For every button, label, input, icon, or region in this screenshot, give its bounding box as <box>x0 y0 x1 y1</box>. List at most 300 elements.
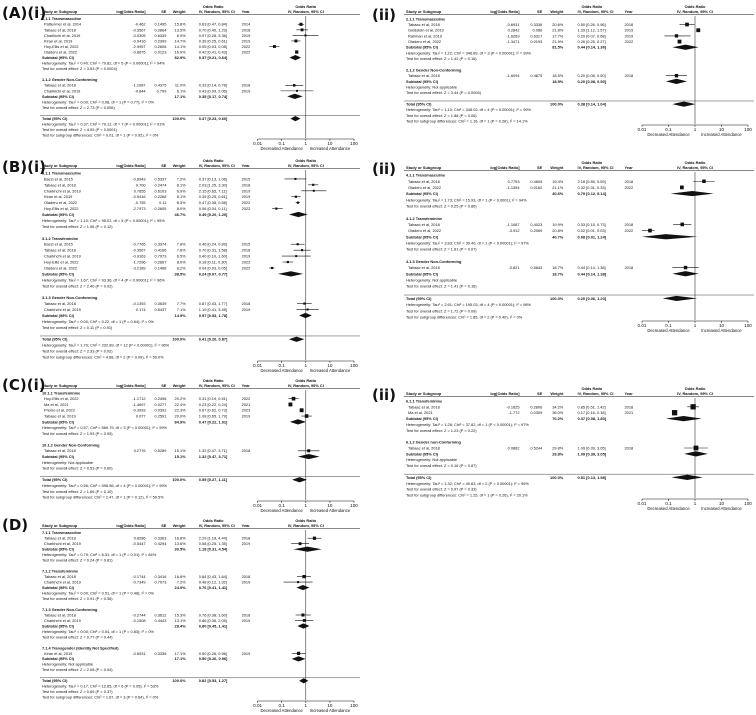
header-weight: Weight <box>550 9 564 14</box>
se-value: 0.3363 <box>154 535 167 541</box>
study-label: Charkhchi et al, 2019 <box>44 617 81 623</box>
log-or-value: -3.912 <box>508 228 520 234</box>
header-plot-title: Odds Ratio <box>684 386 706 391</box>
study-label: Kiran et al, 2019 <box>44 650 73 656</box>
year-value: 2022 <box>241 49 251 55</box>
year-value: 2022 <box>624 184 634 190</box>
statistics-text: Heterogeneity: Tau² = 1.10; Chi² = 95.02, df = 5 (P < 0.00001); I² = 95% <box>42 217 165 223</box>
se-value: 0.086 <box>532 27 543 33</box>
statistics-text: Heterogeneity: Tau² = 0.00; Chi² = 0.08, df = 1 (P = 0.77); I² = 0% <box>42 99 154 105</box>
study-label: Ma et al, 2021 <box>408 410 433 416</box>
header-or-title: Odds Ratio <box>202 378 224 383</box>
effect-box <box>299 542 302 545</box>
weight-value: 6.9% <box>176 32 186 38</box>
study-label: Tabaac et al, 2018 <box>44 535 76 541</box>
ci-value: 0.49 [0.20, 1.20] <box>198 212 228 218</box>
study-label: Oladeru et al, 2022 <box>44 200 78 206</box>
log-or-value: -0.7765 <box>132 241 146 247</box>
header-se: SE <box>537 391 543 396</box>
statistics-text: Heterogeneity: Tau² = 3.83; Chi² = 39.40, df = 1 (P < 0.00001); I² = 97% <box>406 240 529 246</box>
weight-value: 6.1% <box>176 88 186 94</box>
ci-value: 0.24 [0.07, 0.77] <box>198 271 228 277</box>
year-value: 2019 <box>624 33 634 39</box>
header-weight: Weight <box>550 165 564 170</box>
effect-box <box>675 74 678 77</box>
statistics-text: Test for overall effect: Z = 1.56 (P = 0.12) <box>42 223 113 229</box>
ci-value: 0.67 [0.62, 0.73] <box>198 407 227 413</box>
weight-value: 22.3% <box>174 407 186 413</box>
se-value: 0.3416 <box>154 573 167 579</box>
weight-value: 17.7% <box>552 33 564 39</box>
log-or-value: -1.6094 <box>506 73 520 79</box>
subtotal-diamond <box>684 451 708 456</box>
header-plot-method: IV, Random, 95% CI <box>287 9 324 14</box>
weight-value: 28.4% <box>174 623 186 629</box>
weight-value: 8.1% <box>176 194 186 200</box>
axis-left-label: Decreased Attendance <box>260 508 303 513</box>
log-or-value: -0.9416 <box>132 194 146 200</box>
x-tick-label: 0.01 <box>637 501 647 506</box>
log-or-value: -0.6931 <box>506 21 520 27</box>
x-tick-label: 100 <box>744 323 752 328</box>
weight-value: 34.2% <box>552 404 564 410</box>
study-label: Tabaac et al, 2018 <box>408 445 440 451</box>
year-value: 2018 <box>241 247 251 253</box>
log-or-value: 0.2842 <box>507 27 520 33</box>
study-label: Oladeru et al, 2022 <box>44 49 78 55</box>
effect-box <box>292 397 296 401</box>
study-label: Tabaac et al, 2018 <box>44 612 76 618</box>
study-label: Tabaac et al, 2018 <box>408 404 440 410</box>
weight-value: 17.1% <box>174 650 186 656</box>
subtotal-label: Subtotal (95% CI) <box>42 546 74 552</box>
weight-value: 13.5% <box>174 27 186 33</box>
x-tick-label: 1 <box>693 323 697 328</box>
ci-value: 1.19 [0.41, 3.45] <box>198 307 227 313</box>
panel-label-c: (C)(i) <box>2 376 46 394</box>
header-or-method: IV, Random, 95% CI <box>198 9 235 14</box>
subtotal-diamond <box>289 212 308 217</box>
se-value: 0.7073 <box>154 579 167 585</box>
header-plot-method: IV, Random, 95% CI <box>677 165 713 170</box>
weight-value: 11.0% <box>174 82 186 88</box>
weight-value: 7.7% <box>176 301 186 307</box>
year-value: 2022 <box>241 259 251 265</box>
subgroup-title: 1.1.1 Transmasculine <box>42 16 82 22</box>
weight-value: 100.0% <box>172 115 186 121</box>
year-value: 2023 <box>241 407 251 413</box>
study-label: Charkhchi et al, 2019 <box>44 541 81 547</box>
log-or-value: -3.2189 <box>132 265 146 271</box>
ci-value: 0.76 [0.41, 1.41] <box>198 584 228 590</box>
ci-value: 1.08 [0.65, 1.79] <box>198 413 227 419</box>
weight-value: 7.1% <box>176 307 186 313</box>
effect-box <box>304 34 306 36</box>
log-or-value: -1.1394 <box>506 184 520 190</box>
axis-right-label: Increased Attendance <box>309 708 351 713</box>
axis-right-label: Increased Attendance <box>309 146 351 151</box>
x-tick-label: 0.01 <box>637 127 647 132</box>
year-value: 2019 <box>241 188 251 194</box>
weight-value: 16.8% <box>174 573 186 579</box>
ci-value: 0.37 [0.21, 0.64] <box>198 54 228 60</box>
effect-box <box>305 414 309 418</box>
se-value: 0.5244 <box>530 445 543 451</box>
x-tick-label: 1 <box>304 503 308 508</box>
statistics-text: Test for overall effect: Z = 1.72 (P = 0.09) <box>406 308 477 314</box>
header-log-or: log[Odds Ratio] <box>116 9 146 14</box>
se-value: 0.5843 <box>530 265 543 271</box>
year-value: 2019 <box>241 579 251 585</box>
subtotal-diamond <box>290 419 306 424</box>
weight-value: 16.9% <box>174 49 186 55</box>
header-plot-title: Odds Ratio <box>295 378 317 383</box>
total-diamond <box>672 475 703 480</box>
statistics-text: Heterogeneity: Tau² = 0.56; Chi² = 596.56, df = 4 (P < 0.00001); I² = 99% <box>42 482 167 488</box>
subgroup-title: 10.1.2 Gender Non-Conforming <box>42 442 100 448</box>
effect-box <box>685 23 689 27</box>
log-or-value: -1.1087 <box>506 221 520 227</box>
weight-value: 7.2% <box>176 579 186 585</box>
se-value: 0.2069 <box>530 228 543 234</box>
weight-value: 18.7% <box>552 271 564 277</box>
ci-value: 0.76 [0.38, 1.60] <box>198 612 227 618</box>
weight-value: 18.5% <box>552 73 564 79</box>
header-study: Study or Subgroup <box>406 391 442 396</box>
statistics-text: Test for subgroup differences: Chi² = 1.25, df = 1 (P = 0.26), I² = 20.1% <box>406 492 528 498</box>
se-value: 0.0309 <box>530 410 543 416</box>
statistics-text: Test for overall effect: Z = 0.97 (P = 0.33) <box>406 486 477 492</box>
statistics-text: Heterogeneity: Not applicable <box>42 661 94 667</box>
ci-value: 0.80 [0.45, 1.41] <box>198 623 228 629</box>
total-diamond <box>290 116 300 121</box>
year-value: 2021 <box>241 401 251 407</box>
effect-box <box>672 410 677 415</box>
se-value: 0.3336 <box>154 650 167 656</box>
statistics-text: Test for overall effect: Z = 4.05 (P < 0.0001) <box>42 127 117 133</box>
se-value: 0.3374 <box>154 241 167 247</box>
subtotal-label: Subtotal (95% CI) <box>406 78 438 84</box>
se-value: 0.7073 <box>154 253 167 259</box>
log-or-value: -0.9163 <box>132 253 146 259</box>
axis-left-label: Decreased Attendance <box>647 132 690 137</box>
axis-right-label: Increased Attendance <box>309 508 351 513</box>
ci-value: 0.44 [0.14, 1.38] <box>577 271 607 277</box>
total-label: Total (95% CI) <box>42 678 68 684</box>
subtotal-diamond <box>289 55 301 60</box>
weight-value: 6.9% <box>176 188 186 194</box>
ci-value: 0.08 [0.01, 1.24] <box>577 234 607 240</box>
weight-value: 17.1% <box>174 656 186 662</box>
statistics-text: Heterogeneity: Tau² = 1.22; Chi² = 346.89, df = 3 (P < 0.00001); I² = 99% <box>406 50 531 56</box>
weight-value: 8.0% <box>176 206 186 212</box>
ci-value: 0.50 [0.26, 0.96] <box>577 21 606 27</box>
subtotal-label: Subtotal (95% CI) <box>406 44 438 50</box>
year-value: 2018 <box>624 265 634 271</box>
header-year: Year <box>624 391 633 396</box>
subgroup-title: 7.1.4 Transgender (Identity Not Specified) <box>42 645 119 651</box>
study-label: Tabaac et al, 2018 <box>44 182 76 188</box>
ci-value: 0.44 [0.14, 1.36] <box>577 44 607 50</box>
subtotal-diamond <box>294 547 322 552</box>
x-tick-label: 10 <box>718 127 725 132</box>
weight-value: 14.7% <box>174 38 186 44</box>
log-or-value: -0.7349 <box>132 579 146 585</box>
axis-left-label: Decreased Attendance <box>260 368 303 373</box>
weight-value: 15.1% <box>174 448 186 454</box>
subtotal-diamond <box>287 94 302 99</box>
weight-value: 14.1% <box>174 43 186 49</box>
log-or-value: 0.2776 <box>133 448 146 454</box>
log-or-value: -0.8675 <box>132 49 146 55</box>
ci-value: 0.44 [0.14, 1.38] <box>577 265 606 271</box>
se-value: 0.799 <box>156 88 167 94</box>
year-value: 2022 <box>241 396 251 402</box>
statistics-text: Test for overall effect: Z = 0.77 (P = 0.44) <box>42 634 113 640</box>
axis-left-label: Decreased Attendance <box>260 146 303 151</box>
se-value: 0.2268 <box>154 194 167 200</box>
panel-label-b: (B)(i) <box>2 158 46 176</box>
weight-value: 100.0% <box>550 295 564 301</box>
se-value: 0.3336 <box>530 21 543 27</box>
axis-right-label: Increased Attendance <box>309 368 351 373</box>
statistics-text: Heterogeneity: Tau² = 0.57; Chi² = 589.79, df = 3 (P < 0.00001); I² = 99% <box>42 425 167 431</box>
header-log-or: log[Odds Ratio] <box>490 9 520 14</box>
weight-value: 22.4% <box>174 401 186 407</box>
subgroup-title: 4.1.3 Gender Non-Conforming <box>406 258 462 264</box>
effect-box <box>295 50 298 53</box>
statistics-text: Test for overall effect: Z = 0.25 (P = 0.80) <box>406 203 477 209</box>
ci-value: 0.23 [0.22, 0.24] <box>198 401 227 407</box>
header-or-title: Odds Ratio <box>581 386 603 391</box>
x-tick-label: 100 <box>350 141 358 146</box>
weight-value: 84.9% <box>174 419 186 425</box>
year-value: 2018 <box>624 178 634 184</box>
subtotal-label: Subtotal (95% CI) <box>406 416 438 422</box>
study-label: Tabaac et al, 2018 <box>44 82 76 88</box>
effect-box <box>301 613 304 616</box>
study-label: Charlkichi et al, 2019 <box>44 88 81 94</box>
weight-value: 6.5% <box>176 253 186 259</box>
effect-box <box>301 28 304 31</box>
x-tick-label: 10 <box>718 501 725 506</box>
study-label: Hoy-Ellis et al, 2022 <box>44 259 79 265</box>
axis-left-label: Decreased Attendance <box>260 708 303 713</box>
subgroup-title: 7.1.1 Transmasculine <box>42 530 82 536</box>
subtotal-label: Subtotal (95% CI) <box>42 656 74 662</box>
ci-value: 0.79 [0.12, 5.14] <box>577 191 607 197</box>
x-tick-label: 1 <box>304 141 308 146</box>
se-value: 0.4443 <box>154 617 167 623</box>
weight-value: 13.1% <box>174 617 186 623</box>
axis-right-label: Increased Attendance <box>701 328 742 333</box>
ci-value: 0.55 [0.27, 1.11] <box>198 477 228 483</box>
log-or-value: -0.3567 <box>132 27 146 33</box>
statistics-text: Test for overall effect: Z = 3.53 (P = 0.0004) <box>42 66 117 72</box>
se-value: 0.5337 <box>154 176 167 182</box>
statistics-text: Heterogeneity: Tau² = 1.70; Chi² = 232.89, df = 12 (P < 0.00001); I² = 96% <box>42 342 170 348</box>
log-or-value: -0.462 <box>134 21 146 27</box>
forest-plot-b-ii <box>404 158 754 334</box>
statistics-text: Test for overall effect: Z = 1.93 (P = 0.05) <box>42 430 113 436</box>
study-label: Tabaac et al, 2018 <box>44 27 76 33</box>
statistics-text: Test for subgroup differences: Chi² = 1.16, df = 1 (P = 0.28), I² = 14.1% <box>406 118 528 124</box>
se-value: 0.2498 <box>154 396 167 402</box>
x-tick-label: 100 <box>350 703 358 708</box>
year-value: 2018 <box>624 404 634 410</box>
study-label: Goldstein et al, 2019 <box>408 27 444 33</box>
year-value: 2019 <box>241 541 251 547</box>
header-year: Year <box>241 383 250 388</box>
year-value: 2015 <box>241 241 251 247</box>
weight-value: 46.7% <box>174 212 186 218</box>
header-weight: Weight <box>550 391 564 396</box>
se-value: 0.3639 <box>154 301 167 307</box>
effect-box <box>288 403 292 407</box>
subgroup-title: 6.1.2 Gender non-Conforming <box>406 439 461 445</box>
effect-box <box>297 243 299 245</box>
effect-box <box>303 619 306 622</box>
x-tick-label: 0.1 <box>278 503 285 508</box>
se-value: 0.4375 <box>154 82 167 88</box>
subtotal-label: Subtotal (95% CI) <box>406 191 438 197</box>
total-label: Total (95% CI) <box>406 295 432 301</box>
total-label: Total (95% CI) <box>42 477 68 483</box>
se-value: 0.2864 <box>154 27 167 33</box>
statistics-text: Test for overall effect: Z = 0.11 (P = 0.91) <box>42 324 113 330</box>
ci-value: 2.18 [0.85, 5.59] <box>577 178 606 184</box>
total-label: Total (95% CI) <box>406 474 432 480</box>
statistics-text: Test for overall effect: Z = 2.40 (P = 0.02) <box>42 283 113 289</box>
header-se: SE <box>161 163 167 168</box>
forest-plot-a-ii <box>404 2 754 138</box>
statistics-text: Test for overall effect: Z = 2.33 (P = 0.02) <box>42 348 113 354</box>
effect-box <box>675 34 678 37</box>
ci-value: 0.40 [0.10, 1.60] <box>198 253 227 259</box>
year-value: 2018 <box>624 73 634 79</box>
ci-value: 0.97 [0.28, 3.36] <box>198 32 227 38</box>
se-value: 0.6317 <box>530 33 543 39</box>
x-tick-label: 0.01 <box>253 503 263 508</box>
se-value: 0.0123 <box>154 49 167 55</box>
ci-value: 0.43 [0.09, 2.06] <box>198 88 227 94</box>
subtotal-diamond <box>642 234 697 239</box>
subtotal-label: Subtotal (95% CI) <box>42 419 74 425</box>
statistics-text: Test for overall effect: Z = 3.44 (P = 0.0006) <box>406 90 481 96</box>
axis-left-label: Decreased Attendance <box>647 328 690 333</box>
subgroup-title: 6.1.1 Transfeminine <box>406 398 443 404</box>
header-study: Study or Subgroup <box>406 9 442 14</box>
subgroup-title: 1.1.2 Gender Non-Conforming <box>42 77 98 83</box>
total-diamond <box>672 102 695 107</box>
x-tick-label: 100 <box>744 127 752 132</box>
x-tick-label: 10 <box>327 141 333 146</box>
se-value: 0.2605 <box>154 206 167 212</box>
panel-label-d: (D) <box>2 516 29 534</box>
year-value: 2018 <box>241 573 251 579</box>
header-se: SE <box>537 9 543 14</box>
subtotal-label: Subtotal (95% CI) <box>42 623 74 629</box>
weight-value: 100.0% <box>172 477 186 483</box>
study-label: Oladeru et al, 2022 <box>408 228 442 234</box>
statistics-text: Test for overall effect: Z = 2.08 (P = 0.04) <box>42 667 113 673</box>
se-value: 0.6339 <box>154 32 167 38</box>
weight-value: 24.0% <box>174 584 186 590</box>
log-or-value: -0.1625 <box>506 404 520 410</box>
weight-value: 8.1% <box>176 182 186 188</box>
statistics-text: Test for subgroup differences: Chi² = 1.67, df = 3 (P = 0.64), I² = 0% <box>42 694 159 700</box>
x-tick-label: 1 <box>304 363 308 368</box>
subtotal-diamond <box>671 191 714 196</box>
forest-plot-a-i <box>40 2 360 152</box>
log-or-value: -0.821 <box>508 265 520 271</box>
year-value: 2022 <box>241 265 251 271</box>
header-study: Study or Subgroup <box>42 9 78 14</box>
x-tick-label: 100 <box>350 363 358 368</box>
se-value: 0.1468 <box>154 265 167 271</box>
header-or-title: Odds Ratio <box>202 158 224 163</box>
effect-box <box>307 309 309 311</box>
study-label: Oladeru et al, 2022 <box>408 184 442 190</box>
effect-box <box>680 186 684 190</box>
study-label: Rahman et al, 2019 <box>408 33 442 39</box>
weight-value: 8.0% <box>176 259 186 265</box>
year-value: 2022 <box>241 206 251 212</box>
ci-value: 0.37 [0.13, 1.06] <box>198 176 227 182</box>
x-tick-label: 0.01 <box>253 363 263 368</box>
statistics-text: Heterogeneity: Tau² = 0.79; Chi² = 6.31, df = 1 (P = 0.01); I² = 84% <box>42 552 157 558</box>
panel-label-b-ii: (ii) <box>372 160 396 178</box>
x-tick-label: 0.1 <box>665 323 672 328</box>
study-label: Oladeru et al, 2022 <box>408 39 442 44</box>
weight-value: 29.8% <box>552 445 564 451</box>
effect-box <box>307 449 310 452</box>
study-label: Ma et al, 2021 <box>44 401 69 407</box>
year-value: 2022 <box>624 228 634 234</box>
header-year: Year <box>624 165 633 170</box>
year-value: 2018 <box>241 535 251 541</box>
statistics-text: Test for overall effect: Z = 0.24 (P = 0.81) <box>42 557 113 563</box>
ci-value: 0.37 [0.08, 1.80] <box>577 416 607 422</box>
weight-value: 100.0% <box>172 336 186 342</box>
subtotal-label: Subtotal (95% CI) <box>42 454 74 460</box>
effect-box <box>297 202 299 204</box>
study-label: Hoy-Ellis et al, 2022 <box>44 396 79 402</box>
subtotal-diamond <box>292 656 306 661</box>
subtotal-label: Subtotal (95% CI) <box>42 312 74 318</box>
x-tick-label: 0.1 <box>278 703 285 708</box>
subtotal-label: Subtotal (95% CI) <box>42 271 74 277</box>
year-value: 2019 <box>241 650 251 656</box>
study-label: Bazzi et al, 2015 <box>44 176 73 182</box>
weight-value: 15.1% <box>174 454 186 460</box>
log-or-value: -0.1393 <box>132 301 146 307</box>
se-value: 0.6103 <box>154 188 167 194</box>
ci-value: 0.41 [0.20, 0.87] <box>198 336 228 342</box>
statistics-text: Heterogeneity: Tau² = 0.00; Chi² = 0.51, df = 1 (P = 0.48); I² = 0% <box>42 590 154 596</box>
se-value: 0.2591 <box>154 413 167 419</box>
effect-box <box>300 408 304 412</box>
log-or-value: -0.5447 <box>132 541 146 547</box>
ci-value: 0.47 [0.22, 1.01] <box>198 419 228 425</box>
ci-value: 1.09 [0.39, 3.05] <box>577 451 607 457</box>
header-or-title: Odds Ratio <box>581 4 603 9</box>
header-plot-method: IV, Random, 95% CI <box>287 383 324 388</box>
subtotal-label: Subtotal (95% CI) <box>42 584 74 590</box>
x-tick-label: 0.1 <box>665 127 672 132</box>
effect-box <box>313 190 315 192</box>
axis-left-label: Decreased Attendance <box>647 506 690 511</box>
